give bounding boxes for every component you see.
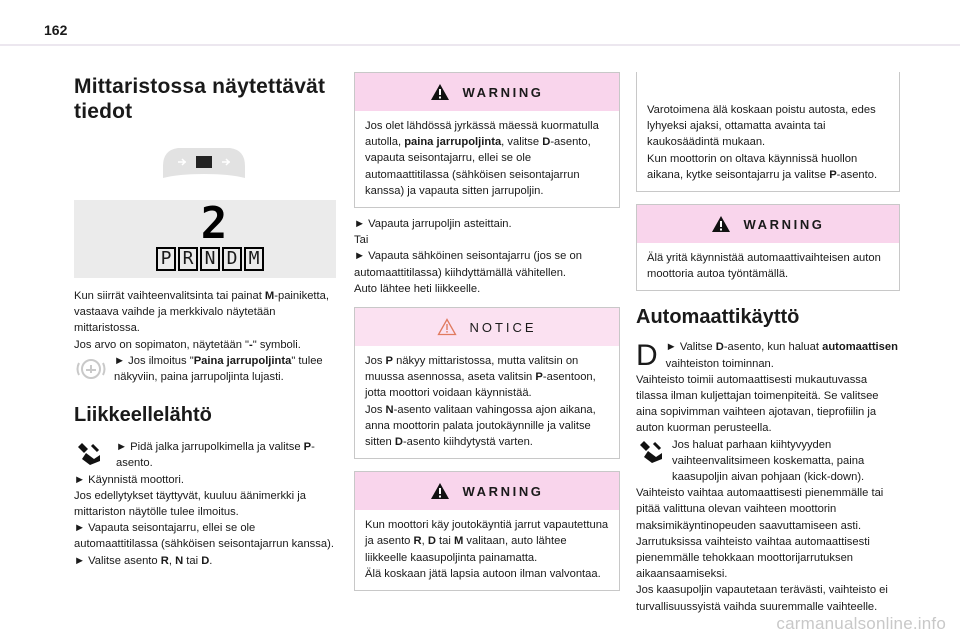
warning-label: WARNING <box>462 483 544 499</box>
header-divider <box>0 44 960 46</box>
start-steps: ► Käynnistä moottori. Jos edellytykset täyttyvät, kuuluu äänimerkki ja mittariston näytölle tulee ilmoitus. ► Vapauta seisontajarru, ellei se ole automaattitilassa (sähköisen seisontajarrun kanssa). ► Valitse asento R, N tai D. <box>74 473 334 567</box>
start-step-brake: ► Pidä jalka jarrupolkimella ja valitse P-asento. <box>74 439 336 471</box>
warning-body: Kun moottori käy joutokäyntiä jarrut vapautettuna ja asento R, D tai M valitaan, auto lähtee liikkeelle kaasupoljinta painamatta. Älä koskaan jätä lapsia autoon ilman valvontaa. <box>365 519 609 580</box>
warning-box-1 <box>354 72 620 208</box>
gear-letter: R <box>178 247 198 271</box>
gear-display-figure <box>74 200 336 278</box>
notice-header <box>355 308 619 346</box>
drive-mode-letter: D <box>636 339 658 373</box>
warning-header <box>355 472 619 510</box>
notice-label: NOTICE <box>469 319 537 335</box>
automatic-details: Vaihteisto vaihtaa automaattisesti pienemmälle tai pitää valittuna olevan vaihteen moottorin maksimikäyntinopeuden saavuttamiseen asti. Jarrutuksissa vaihteisto vaihtaa automaattisesti pienemmälle tehokkaan moottorijarrutuksen aikaansaamiseksi. Jos kaasupoljin vapautetaan terävästi, vaihteisto ei turvallisuussyistä vaihda suuremmalle vaihteelle. <box>636 487 888 613</box>
precaution-box <box>636 72 900 192</box>
gear-letter: N <box>200 247 220 271</box>
foot-pedal-icon <box>74 439 104 467</box>
notice-body: Jos P näkyy mittaristossa, mutta valitsin on muussa asennossa, aseta valitsin P-asentoon, jotta moottori voidaan käynnistää. Jos N-asento valitaan vahingossa ajon aikana, anna moottorin palata joutokäynnille ja valitse sitten D-asento kiihdytystä varten. <box>365 355 596 449</box>
gear-letter: M <box>244 247 264 271</box>
warning-header <box>637 205 899 243</box>
warning-box-2 <box>354 471 620 591</box>
automatic-paragraph: D ► Valitse D-asento, kun haluat automaattisen vaihteiston toiminnan. Vaihteisto toimii automaattisesti mukautuvassa tilassa ilman kuljettajan toimenpiteitä. Se valitsee aina sopivimman vaihteen ajotavan, tieprofiilin ja auton kuorman perusteella. <box>636 339 898 435</box>
column-right <box>636 72 900 615</box>
warning-box-3 <box>636 204 900 291</box>
notice-triangle-icon <box>437 318 457 336</box>
section-title-display: Mittaristossa näytettävät tiedot <box>74 75 326 123</box>
warning-triangle-icon <box>430 83 450 101</box>
page-number: 162 <box>44 22 68 38</box>
gear-letters-row <box>156 247 264 271</box>
instrument-panel-illustration <box>74 138 336 192</box>
dashboard-icon <box>74 138 336 192</box>
section-title-automatic: Automaattikäyttö <box>636 306 800 329</box>
warning-label: WARNING <box>462 84 544 100</box>
warning-triangle-icon <box>430 482 450 500</box>
column-middle <box>354 72 620 591</box>
precaution-body: Varotoimena älä koskaan poistu autosta, edes lyhyeksi ajaksi, ottamatta avainta tai kaukosäädintä mukaan. Kun moottorin on oltava käynnissä huollon aikana, kytke seisontajarru ja valitse P-asento. <box>647 104 878 181</box>
release-steps: ► Vapauta jarrupoljin asteittain. Tai ► Vapauta sähköinen seisontajarru (jos se on automaattitilassa) kiihdyttämällä vähitellen. Auto lähtee heti liikkeelle. <box>354 218 582 295</box>
gear-letter: D <box>222 247 242 271</box>
warning-label: WARNING <box>743 216 825 232</box>
warning-body: Jos olet lähdössä jyrkässä mäessä kuormatulla autolla, paina jarrupoljinta, valitse D-asento, vapauta seisontajarru, ellei se ole automaattitilassa (sähköisen seisontajarrun kanssa) ja vapauta sitten jarrupoljin. <box>365 120 599 197</box>
notice-box <box>354 307 620 459</box>
foot-pedal-icon <box>636 437 666 465</box>
gear-letter: P <box>156 247 176 271</box>
warning-body: Älä yritä käynnistää automaattivaihteisen auton moottoria autoa työntämällä. <box>647 252 881 281</box>
warning-triangle-icon <box>711 215 731 233</box>
site-watermark: carmanualsonline.info <box>776 614 946 633</box>
display-paragraph: Kun siirrät vaihteenvalitsinta tai painat M-painiketta, vastaava vaihde ja merkkivalo näytetään mittaristossa. Jos arvo on sopimaton, näytetään "-" symboli. <box>74 290 329 351</box>
brake-warning-item: ► Jos ilmoitus "Paina jarrupoljinta" tulee näkyviin, paina jarrupoljinta lujasti. <box>74 353 336 385</box>
brake-warning-icon <box>74 353 108 383</box>
column-left <box>74 62 336 569</box>
warning-header <box>355 73 619 111</box>
section-title-start: Liikkeellelähtö <box>74 404 212 427</box>
kickdown-item: Jos haluat parhaan kiihtyvyyden vaihteenvalitsimeen koskematta, paina kaasupoljin aivan pohjaan (kick-down). <box>636 437 900 486</box>
gear-current-digit: 2 <box>200 198 228 249</box>
